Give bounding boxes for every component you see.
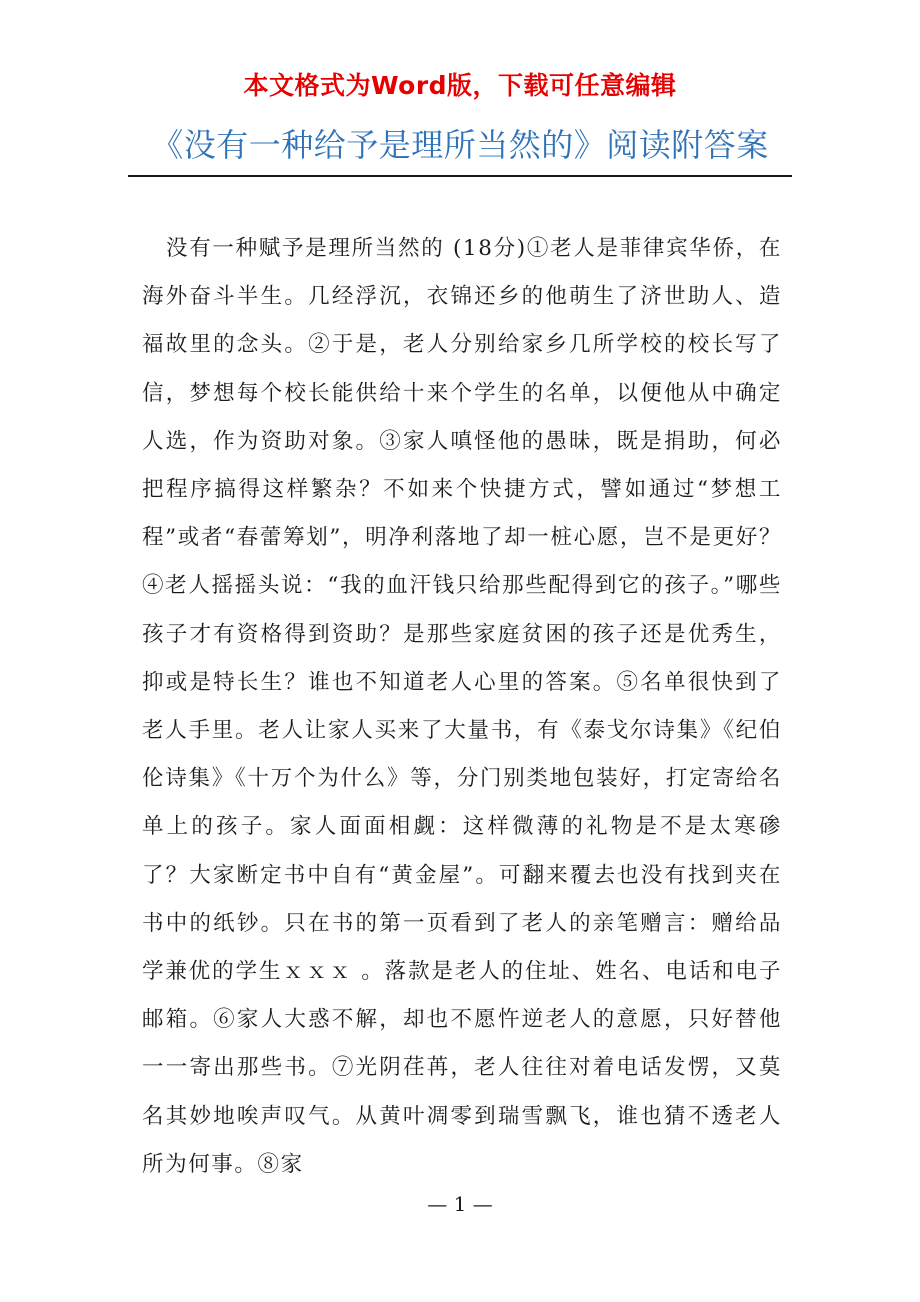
document-title: 《没有一种给予是理所当然的》阅读附答案 [151,126,769,164]
body-paragraph: 没有一种赋予是理所当然的 (18分)①老人是菲律宾华侨，在海外奋斗半生。几经浮沉，衣锦还乡的他萌生了济世助人、造福故里的念头。②于是，老人分别给家乡几所学校的校长写了信，梦想每个校长能供给十来个学生的名单，以便他从中确定人选，作为资助对象。③家人嗔怪他的愚昧，既是捐助，何必把程序搞得这样繁杂？不如来个快捷方式，譬如通过“梦想工程”或者“春蕾筹划”，明净利落地了却一桩心愿，岂不是更好？④老人摇摇头说：“我的血汗钱只给那些配得到它的孩子。”哪些孩子才有资格得到资助？是那些家庭贫困的孩子还是优秀生，抑或是特长生？谁也不知道老人心里的答案。⑤名单很快到了老人手里。老人让家人买来了大量书，有《泰戈尔诗集》《纪伯伦诗集》《十万个为什么》等，分门别类地包装好，打定寄给名单上的孩子。家人面面相觑：这样微薄的礼物是不是太寒碜了？大家断定书中自有“黄金屋”。可翻来覆去也没有找到夹在书中的纸钞。只在书的第一页看到了老人的亲笔赠言：赠给品学兼优的学生ｘｘｘ 。落款是老人的住址、姓名、电话和电子邮箱。⑥家人大惑不解，却也不愿忤逆老人的意愿，只好替他一一寄出那些书。⑦光阴荏苒，老人往往对着电话发愣，又莫名其妙地唉声叹气。从黄叶凋零到瑞雪飘飞，谁也猜不透老人所为何事。⑧家 [142,236,782,1177]
page-number: — 1 — [427,1192,493,1216]
title-divider [128,175,792,177]
format-notice-banner: 本文格式为Word版，下载可任意编辑 [243,71,677,100]
